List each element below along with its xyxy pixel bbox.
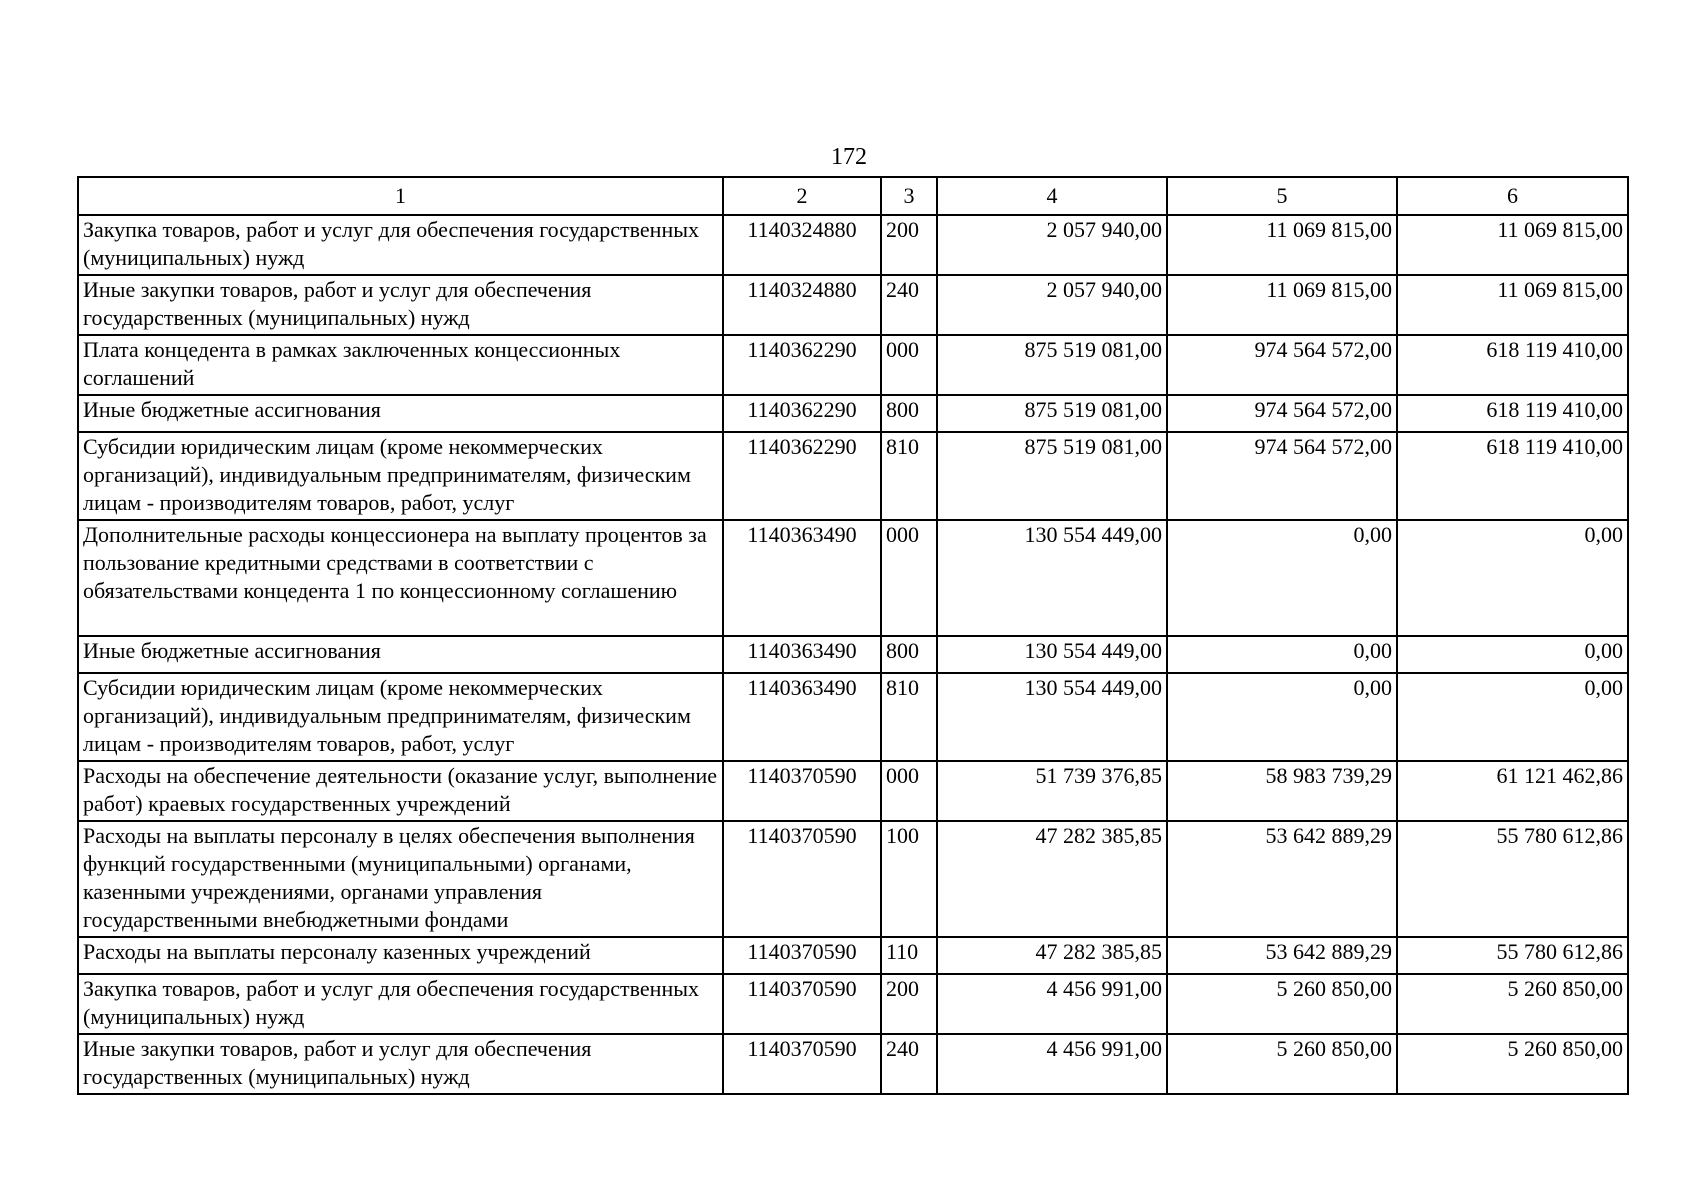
row-value-4: 875 519 081,00: [937, 432, 1167, 520]
row-value-4: 875 519 081,00: [937, 395, 1167, 432]
row-value-4: 130 554 449,00: [937, 673, 1167, 761]
header-row: [78, 177, 1628, 215]
row-value-6: 11 069 815,00: [1397, 215, 1628, 275]
row-value-6: 55 780 612,86: [1397, 821, 1628, 937]
row-value-6: 0,00: [1397, 636, 1628, 673]
row-value-6: 5 260 850,00: [1397, 1034, 1628, 1094]
row-value-5: 0,00: [1167, 520, 1397, 636]
row-value-6: 11 069 815,00: [1397, 275, 1628, 335]
row-target-code: 1140324880: [723, 215, 881, 275]
row-target-code: 1140370590: [723, 974, 881, 1034]
column-header-3: 3: [881, 177, 937, 215]
budget-table: [77, 176, 1629, 1095]
row-value-4: 875 519 081,00: [937, 335, 1167, 395]
table-row: [78, 275, 1628, 335]
row-target-code: 1140363490: [723, 636, 881, 673]
row-value-5: 0,00: [1167, 673, 1397, 761]
row-target-code: 1140362290: [723, 335, 881, 395]
row-value-6: 618 119 410,00: [1397, 335, 1628, 395]
table-row: [78, 215, 1628, 275]
row-name: Дополнительные расходы концессионера на выплату процентов за пользование кредитными средствами в соответствии с обязательствами концедента 1 по концессионному соглашению: [78, 520, 723, 636]
row-name: Расходы на выплаты персоналу казенных учреждений: [78, 937, 723, 974]
row-value-5: 5 260 850,00: [1167, 1034, 1397, 1094]
row-expense-type: 240: [881, 275, 937, 335]
table-row: [78, 1034, 1628, 1094]
row-name: Расходы на обеспечение деятельности (оказание услуг, выполнение работ) краевых государственных учреждений: [78, 761, 723, 821]
row-expense-type: 810: [881, 673, 937, 761]
row-value-5: 974 564 572,00: [1167, 432, 1397, 520]
table-row: [78, 974, 1628, 1034]
row-name: Иные бюджетные ассигнования: [78, 395, 723, 432]
column-header-2: 2: [723, 177, 881, 215]
table-row: [78, 395, 1628, 432]
table-row: [78, 636, 1628, 673]
row-value-5: 5 260 850,00: [1167, 974, 1397, 1034]
row-value-6: 618 119 410,00: [1397, 432, 1628, 520]
row-name: Плата концедента в рамках заключенных концессионных соглашений: [78, 335, 723, 395]
table-row: [78, 673, 1628, 761]
row-target-code: 1140370590: [723, 761, 881, 821]
row-expense-type: 800: [881, 395, 937, 432]
table-row: [78, 937, 1628, 974]
row-value-5: 0,00: [1167, 636, 1397, 673]
row-value-5: 11 069 815,00: [1167, 215, 1397, 275]
row-target-code: 1140362290: [723, 432, 881, 520]
row-value-5: 58 983 739,29: [1167, 761, 1397, 821]
row-value-5: 11 069 815,00: [1167, 275, 1397, 335]
column-header-6: 6: [1397, 177, 1628, 215]
row-value-5: 53 642 889,29: [1167, 937, 1397, 974]
column-header-4: 4: [937, 177, 1167, 215]
table-row: [78, 520, 1628, 636]
row-value-4: 2 057 940,00: [937, 215, 1167, 275]
row-value-5: 53 642 889,29: [1167, 821, 1397, 937]
row-expense-type: 200: [881, 974, 937, 1034]
row-value-4: 47 282 385,85: [937, 821, 1167, 937]
row-target-code: 1140370590: [723, 1034, 881, 1094]
row-expense-type: 100: [881, 821, 937, 937]
row-value-4: 51 739 376,85: [937, 761, 1167, 821]
column-header-5: 5: [1167, 177, 1397, 215]
column-header-1: 1: [78, 177, 723, 215]
row-expense-type: 000: [881, 761, 937, 821]
row-value-6: 5 260 850,00: [1397, 974, 1628, 1034]
row-name: Закупка товаров, работ и услуг для обеспечения государственных (муниципальных) нужд: [78, 215, 723, 275]
row-expense-type: 800: [881, 636, 937, 673]
row-target-code: 1140362290: [723, 395, 881, 432]
row-target-code: 1140363490: [723, 520, 881, 636]
row-expense-type: 110: [881, 937, 937, 974]
row-name: Закупка товаров, работ и услуг для обеспечения государственных (муниципальных) нужд: [78, 974, 723, 1034]
table-header: [78, 177, 1628, 215]
row-target-code: 1140370590: [723, 937, 881, 974]
row-value-4: 4 456 991,00: [937, 1034, 1167, 1094]
row-name: Иные закупки товаров, работ и услуг для обеспечения государственных (муниципальных) нужд: [78, 275, 723, 335]
row-name: Иные закупки товаров, работ и услуг для обеспечения государственных (муниципальных) нужд: [78, 1034, 723, 1094]
table-row: [78, 432, 1628, 520]
row-value-4: 2 057 940,00: [937, 275, 1167, 335]
row-target-code: 1140324880: [723, 275, 881, 335]
row-expense-type: 000: [881, 335, 937, 395]
row-value-6: 55 780 612,86: [1397, 937, 1628, 974]
row-name: Субсидии юридическим лицам (кроме некоммерческих организаций), индивидуальным предпринимателям, физическим лицам - производителям товаров, работ, услуг: [78, 432, 723, 520]
row-expense-type: 240: [881, 1034, 937, 1094]
table-row: [78, 761, 1628, 821]
row-expense-type: 000: [881, 520, 937, 636]
row-expense-type: 200: [881, 215, 937, 275]
row-name: Субсидии юридическим лицам (кроме некоммерческих организаций), индивидуальным предпринимателям, физическим лицам - производителям товаров, работ, услуг: [78, 673, 723, 761]
row-target-code: 1140370590: [723, 821, 881, 937]
table-row: [78, 821, 1628, 937]
page-number: 172: [831, 144, 867, 170]
row-value-6: 61 121 462,86: [1397, 761, 1628, 821]
row-value-6: 0,00: [1397, 673, 1628, 761]
table-row: [78, 335, 1628, 395]
row-name: Иные бюджетные ассигнования: [78, 636, 723, 673]
row-value-4: 130 554 449,00: [937, 520, 1167, 636]
row-value-6: 0,00: [1397, 520, 1628, 636]
row-value-4: 47 282 385,85: [937, 937, 1167, 974]
row-value-5: 974 564 572,00: [1167, 395, 1397, 432]
row-value-4: 130 554 449,00: [937, 636, 1167, 673]
row-target-code: 1140363490: [723, 673, 881, 761]
table-body: [78, 215, 1628, 1094]
row-value-5: 974 564 572,00: [1167, 335, 1397, 395]
row-value-6: 618 119 410,00: [1397, 395, 1628, 432]
row-value-4: 4 456 991,00: [937, 974, 1167, 1034]
row-name: Расходы на выплаты персоналу в целях обеспечения выполнения функций государственными (муниципальными) органами, казенными учреждениями, органами управления государственными внебюджетными фондами: [78, 821, 723, 937]
row-expense-type: 810: [881, 432, 937, 520]
